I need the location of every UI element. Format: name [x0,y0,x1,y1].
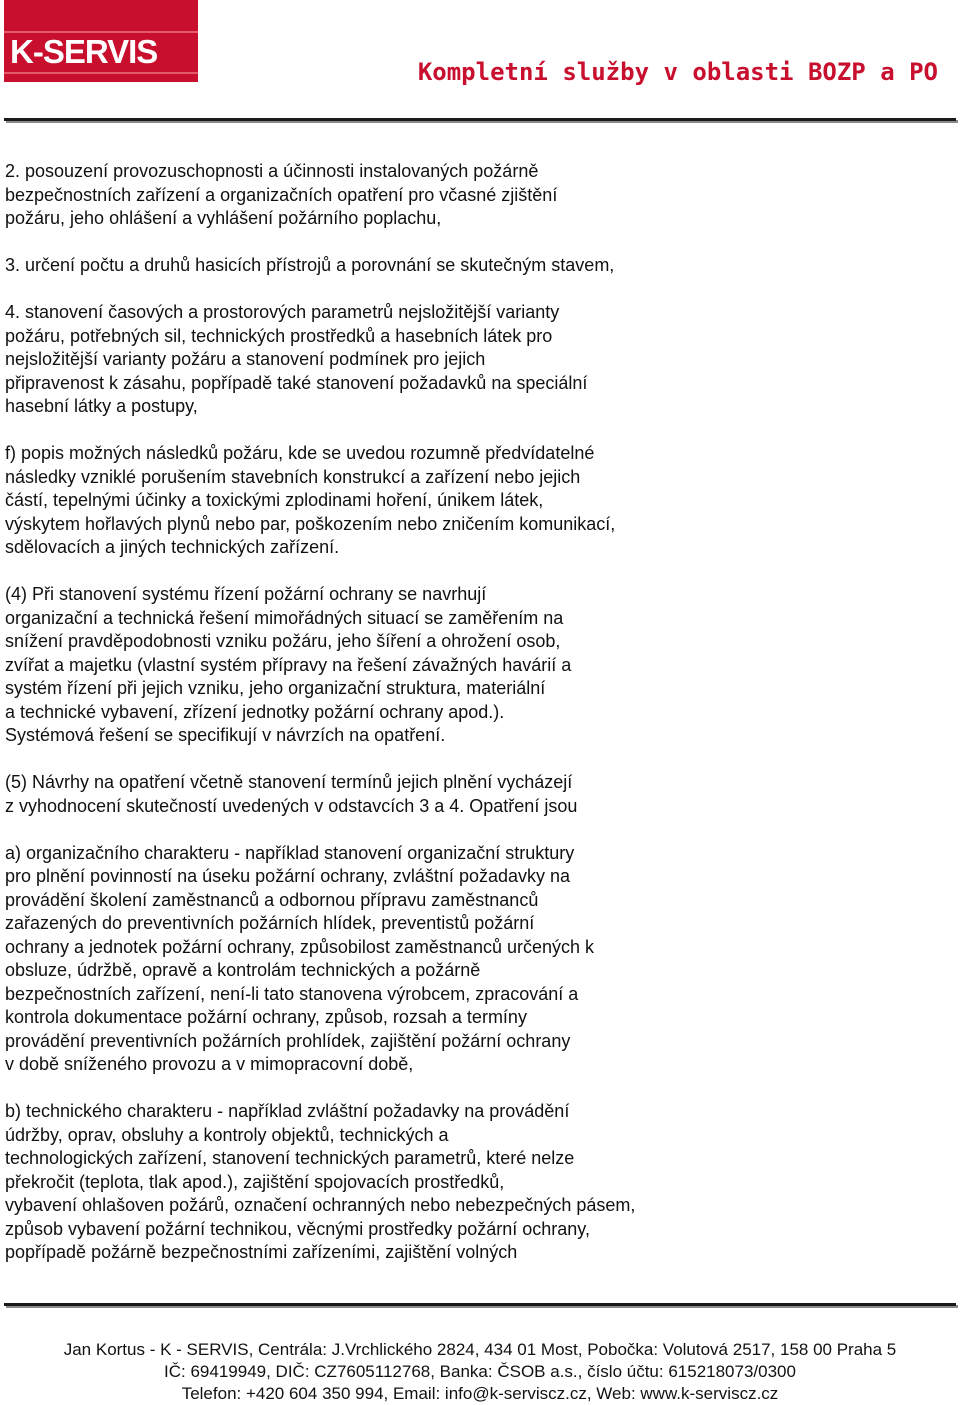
page-footer [0,1339,960,1405]
paragraph-item-b: b) technického charakteru - například zvláštní požadavky na provádění údržby, oprav, obsluhy a kontroly objektů, technických a technologických zařízení, stanovení technických parametrů, které nelze překročit (teplota, tlak apod.), zajištění spojovacích prostředků, vybavení ohlašoven požárů, označení ochranných nebo nebezpečných pásem, způsob vybavení požární technikou, věcnými prostředky požární ochrany, popřípadě požárně bezpečnostními zařízeními, zajištění volných [5,1101,636,1262]
footer-rule [4,1303,956,1306]
logo-top-band [4,0,198,30]
paragraph-item-f: f) popis možných následků požáru, kde se uvedou rozumně předvídatelné následky vzniklé porušením stavebních konstrukcí a zařízení nebo jejich částí, tepelnými účinky a toxickými zplodinami hoření, únikem látek, výskytem hořlavých plynů nebo par, poškozením nebo zničením komunikací, sdělovacích a jiných technických zařízení. [5,443,616,557]
header-rule [4,118,956,121]
footer-address: Jan Kortus - K - SERVIS, Centrála: J.Vrchlického 2824, 434 01 Most, Pobočka: Volutová 2517, 158 00 Praha 5 [63,1340,897,1359]
paragraph-section-4: (4) Při stanovení systému řízení požární ochrany se navrhují organizační a technická řešení mimořádných situací se zaměřením na snížení pravděpodobnosti vzniku požáru, jeho šíření a ohrožení osob, zvířat a majetku (vlastní systém přípravy na řešení závažných havárií a systém řízení při jejich vzniku, jeho organizační struktura, materiální a technické vybavení, zřízení jednotky požární ochrany apod.). Systémová řešení se specifikují v návrzích na opatření. [5,584,572,745]
logo-text: K-SERVIS [10,33,158,70]
paragraph-section-5: (5) Návrhy na opatření včetně stanovení termínů jejich plnění vycházejí z vyhodnocení skutečností uvedených v odstavcích 3 a 4. Opatření jsou [5,772,578,816]
footer-company-ids: IČ: 69419949, DIČ: CZ7605112768, Banka: ČSOB a.s., číslo účtu: 615218073/0300 [164,1362,796,1381]
company-logo [4,0,198,82]
paragraph-item-3: 3. určení počtu a druhů hasicích přístrojů a porovnání se skutečným stavem, [5,255,615,275]
paragraph-item-a: a) organizačního charakteru - například stanovení organizační struktury pro plnění povinností na úseku požární ochrany, zvláštní požadavky na provádění školení zaměstnanců a odbornou přípravu zaměstnanců zařazených do preventivních požárních hlídek, preventistů požární ochrany a jednotek požární ochrany, způsobilost zaměstnanců určených k obsluze, údržbě, opravě a kontrolám technických a požárně bezpečnostních zařízení, není-li tato stanovena výrobcem, zpracování a kontrola dokumentace požární ochrany, způsob, rozsah a termíny provádění preventivních požárních prohlídek, zajištění požární ochrany v době sníženého provozu a v mimopracovní době, [5,842,594,1074]
paragraph-item-2: 2. posouzení provozuschopnosti a účinnosti instalovaných požárně bezpečnostních zařízení a organizačních opatření pro včasné zjištění požáru, jeho ohlášení a vyhlášení požárního poplachu, [5,161,558,228]
header-tagline: Kompletní služby v oblasti BOZP a PO [417,58,938,86]
logo-stripe [4,72,198,74]
document-body [5,160,935,1265]
footer-contact: Telefon: +420 604 350 994, Email: info@k-serviscz.cz, Web: www.k-serviscz.cz [181,1384,779,1403]
paragraph-item-4: 4. stanovení časových a prostorových parametrů nejsložitější varianty požáru, potřebných sil, technických prostředků a hasebních látek pro nejsložitější varianty požáru a stanovení podmínek pro jejich připravenost k zásahu, popřípadě také stanovení požadavků na speciální hasební látky a postupy, [5,302,588,416]
